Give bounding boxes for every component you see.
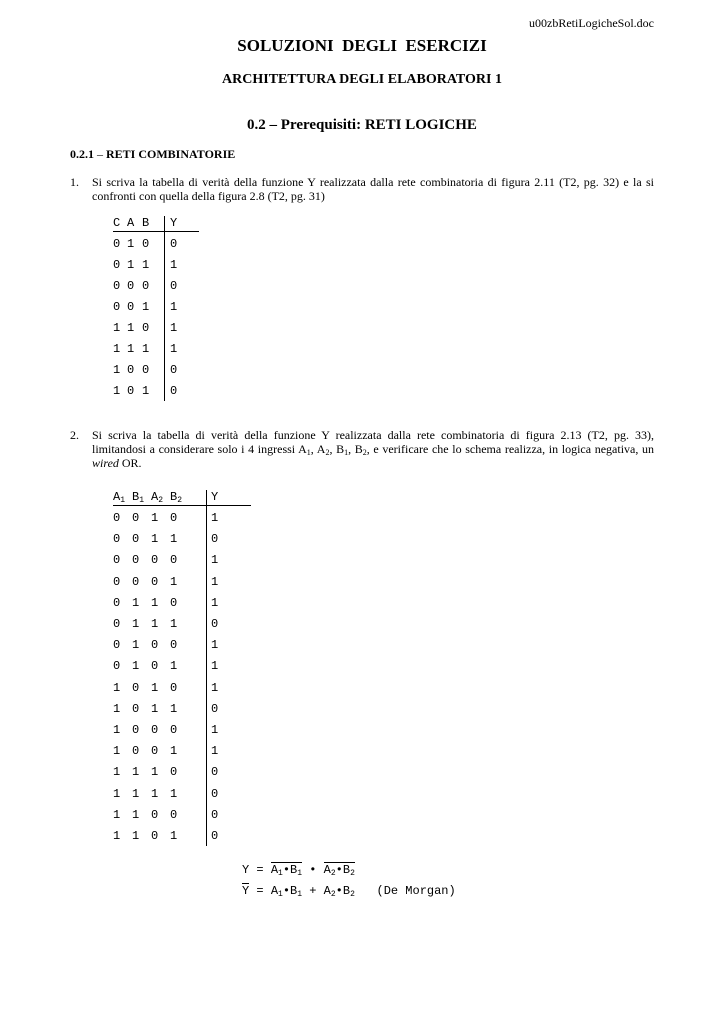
table-cell: 0 (113, 596, 121, 610)
table-cell: 1 (113, 808, 121, 822)
subscript: 2 (350, 869, 355, 878)
section-number: 0.2.1 (70, 147, 94, 161)
table-cell: 1 (142, 384, 150, 398)
table-cell: 1 (151, 617, 159, 631)
truth-table-1 (113, 216, 203, 406)
table-cell: 1 (132, 638, 140, 652)
header-rule (113, 231, 199, 232)
table-cell: 1 (127, 321, 135, 335)
table-cell: 1 (211, 553, 219, 567)
table-cell: 1 (170, 575, 178, 589)
table-cell: 1 (211, 681, 219, 695)
formula-lhs (242, 884, 249, 898)
table-cell: 0 (113, 553, 121, 567)
formula-equals: = (249, 884, 271, 898)
table-cell: 0 (127, 300, 135, 314)
subscript: 2 (362, 448, 367, 457)
table-cell: 0 (151, 575, 159, 589)
table-cell: 1 (211, 723, 219, 737)
table-cell: 1 (132, 617, 140, 631)
table-cell: 1 (170, 258, 178, 272)
table-cell: 0 (132, 553, 140, 567)
table-cell: 1 (113, 765, 121, 779)
table-cell: 0 (211, 765, 219, 779)
var: A (323, 884, 331, 898)
table-cell: 1 (113, 321, 121, 335)
var: B (342, 884, 351, 898)
table-cell: 1 (170, 617, 178, 631)
overline (242, 883, 249, 884)
table-cell: 0 (113, 258, 121, 272)
subscript: 1 (344, 448, 349, 457)
section-name: RETI COMBINATORIE (106, 147, 236, 161)
table-cell: 0 (151, 553, 159, 567)
subscript: 2 (330, 890, 336, 899)
header-cell (170, 490, 182, 504)
header-letter: Y (211, 490, 219, 504)
table-cell: 1 (113, 363, 121, 377)
subscript: 1 (278, 890, 283, 899)
table-cell: 1 (127, 237, 135, 251)
header-cell: A (127, 216, 135, 230)
table-cell: 1 (170, 342, 178, 356)
overline (324, 862, 355, 863)
table-cell: 1 (142, 258, 150, 272)
table-cell: 0 (170, 384, 178, 398)
column-divider (164, 216, 165, 401)
question-text (92, 428, 654, 470)
header-cell (132, 490, 144, 504)
table-cell: 1 (142, 342, 150, 356)
table-cell: 1 (151, 787, 159, 801)
table-cell: 0 (132, 511, 140, 525)
table-cell: 0 (170, 279, 178, 293)
subscript: 1 (278, 869, 283, 878)
var: Y (242, 884, 250, 898)
table-cell: 1 (127, 342, 135, 356)
table-cell: 1 (113, 681, 121, 695)
formula-equals: = (249, 863, 271, 877)
table-cell: 0 (170, 723, 178, 737)
table-cell: 1 (113, 384, 121, 398)
table-cell: 0 (170, 237, 178, 251)
section-separator: – (94, 147, 106, 161)
table-cell: 1 (170, 532, 178, 546)
overline (271, 862, 302, 863)
table-cell: 0 (142, 321, 150, 335)
a2-b2-term (324, 863, 355, 877)
table-cell: 0 (142, 237, 150, 251)
table-cell: 0 (170, 596, 178, 610)
question-text: Si scriva la tabella di verità della funzione Y realizzata dalla rete combinatoria di figura 2.11 (T2, pg. 32) e la si confronti con quella della figura 2.8 (T2, pg. 31) (92, 175, 654, 203)
chapter-title: 0.2 – Prerequisiti: RETI LOGICHE (247, 117, 477, 133)
var: A (270, 863, 279, 877)
header-cell (113, 490, 125, 504)
table-cell: 1 (211, 511, 219, 525)
header-letter: A (113, 490, 121, 504)
table-cell: 1 (151, 596, 159, 610)
text-part: OR. (118, 456, 142, 470)
table-cell: 0 (151, 723, 159, 737)
var: B (342, 863, 351, 877)
table-cell: 1 (113, 744, 121, 758)
dot: • (335, 884, 343, 898)
subscript: 2 (158, 496, 164, 505)
table-cell: 1 (127, 258, 135, 272)
table-cell: 1 (113, 723, 121, 737)
table-cell: 0 (132, 681, 140, 695)
question-number: 1. (70, 175, 79, 189)
table-cell: 0 (151, 638, 159, 652)
table-cell: 1 (170, 702, 178, 716)
table-cell: 1 (170, 829, 178, 843)
a1-b1-term (271, 863, 302, 877)
table-cell: 0 (113, 659, 121, 673)
header-letter: B (132, 490, 140, 504)
table-cell: 0 (170, 553, 178, 567)
subscript: 1 (297, 890, 303, 899)
table-cell: 0 (142, 363, 150, 377)
table-cell: 0 (151, 659, 159, 673)
table-cell: 1 (132, 787, 140, 801)
page-title: SOLUZIONI DEGLI ESERCIZI (237, 36, 487, 55)
table-cell: 0 (151, 808, 159, 822)
table-cell: 1 (211, 659, 219, 673)
table-cell: 1 (170, 787, 178, 801)
formula-and: • (302, 863, 324, 877)
text-part: Si scriva la tabella di verità della funzione Y realizzata dalla rete combinatoria di figura 2.13 (T2, pg. 33), limitandosi a considerare solo i 4 ingressi A (92, 428, 654, 456)
table-cell: 1 (113, 787, 121, 801)
table-cell: 1 (132, 829, 140, 843)
table-cell: 0 (113, 617, 121, 631)
table-cell: 1 (132, 808, 140, 822)
table-cell: 0 (211, 829, 219, 843)
table-cell: 0 (151, 829, 159, 843)
table-cell: 1 (211, 744, 219, 758)
table-cell: 0 (211, 532, 219, 546)
header-cell: Y (170, 216, 178, 230)
table-cell: 1 (170, 300, 178, 314)
italic-term: wired (92, 456, 119, 470)
table-cell: 1 (170, 659, 178, 673)
table-cell: 0 (170, 363, 178, 377)
var: A (270, 884, 279, 898)
table-cell: 0 (211, 787, 219, 801)
subscript: 1 (139, 496, 145, 505)
subscript: 1 (120, 496, 126, 505)
subscript: 2 (325, 448, 330, 457)
subscript: 2 (350, 890, 355, 899)
table-cell: 0 (132, 744, 140, 758)
table-cell: 0 (113, 279, 121, 293)
table-cell: 0 (127, 279, 135, 293)
table-cell: 1 (211, 638, 219, 652)
dot: • (282, 863, 291, 877)
header-letter: B (170, 490, 178, 504)
table-cell: 1 (132, 765, 140, 779)
table-cell: 1 (142, 300, 150, 314)
table-cell: 0 (211, 617, 219, 631)
table-cell: 0 (113, 300, 121, 314)
table-cell: 0 (170, 681, 178, 695)
table-cell: 1 (211, 575, 219, 589)
formula-note: (De Morgan) (354, 884, 456, 898)
document-filename: u00zbRetiLogicheSol.doc (529, 16, 654, 30)
table-cell: 0 (127, 384, 135, 398)
table-cell: 1 (151, 702, 159, 716)
table-cell: 1 (113, 342, 121, 356)
subscript: 2 (330, 869, 336, 878)
question-2 (70, 428, 654, 470)
table-cell: 1 (132, 659, 140, 673)
text-part: , B (329, 442, 345, 456)
table-cell: 0 (170, 765, 178, 779)
table-cell: 0 (132, 702, 140, 716)
section-heading (70, 147, 235, 162)
dot: • (335, 863, 343, 877)
table-cell: 1 (151, 511, 159, 525)
formula-not-y (242, 884, 456, 898)
table-cell: 1 (151, 765, 159, 779)
subscript: 1 (306, 448, 311, 457)
column-divider (206, 490, 207, 846)
header-cell: B (142, 216, 150, 230)
var: B (290, 863, 298, 877)
table-cell: 1 (170, 321, 178, 335)
subscript: 1 (297, 869, 303, 878)
truth-table-2 (113, 490, 253, 845)
table-cell: 0 (127, 363, 135, 377)
dot: • (282, 884, 291, 898)
table-cell: 1 (132, 596, 140, 610)
table-cell: 0 (170, 808, 178, 822)
header-cell: C (113, 216, 121, 230)
table-cell: 0 (113, 532, 121, 546)
table-cell: 1 (211, 596, 219, 610)
table-cell: 0 (113, 237, 121, 251)
question-1 (70, 175, 654, 203)
text-part: , A (310, 442, 326, 456)
var: B (290, 884, 298, 898)
subscript: 2 (177, 496, 183, 505)
formula-y (242, 863, 355, 877)
table-cell: 1 (151, 532, 159, 546)
table-cell: 0 (132, 723, 140, 737)
table-cell: 0 (170, 638, 178, 652)
var: A (323, 863, 331, 877)
table-cell: 0 (211, 702, 219, 716)
course-title: ARCHITETTURA DEGLI ELABORATORI 1 (222, 72, 502, 87)
table-cell: 0 (113, 511, 121, 525)
table-cell: 0 (151, 744, 159, 758)
table-cell: 0 (113, 575, 121, 589)
header-cell (151, 490, 163, 504)
formula-lhs: Y (242, 863, 250, 877)
text-part: , e verificare che lo schema realizza, in logica negativa, un (366, 442, 654, 456)
table-cell: 0 (211, 808, 219, 822)
table-cell: 0 (170, 511, 178, 525)
text-part: , B (348, 442, 363, 456)
table-cell: 0 (132, 532, 140, 546)
question-number: 2. (70, 428, 79, 442)
table-cell: 1 (113, 702, 121, 716)
table-cell: 1 (151, 681, 159, 695)
table-cell: 1 (113, 829, 121, 843)
table-cell: 0 (113, 638, 121, 652)
table-cell: 0 (132, 575, 140, 589)
table-cell: 1 (170, 744, 178, 758)
header-cell (211, 490, 218, 504)
table-cell: 0 (142, 279, 150, 293)
header-letter: A (151, 490, 159, 504)
formula-or: + (302, 884, 324, 898)
header-rule (113, 505, 251, 506)
